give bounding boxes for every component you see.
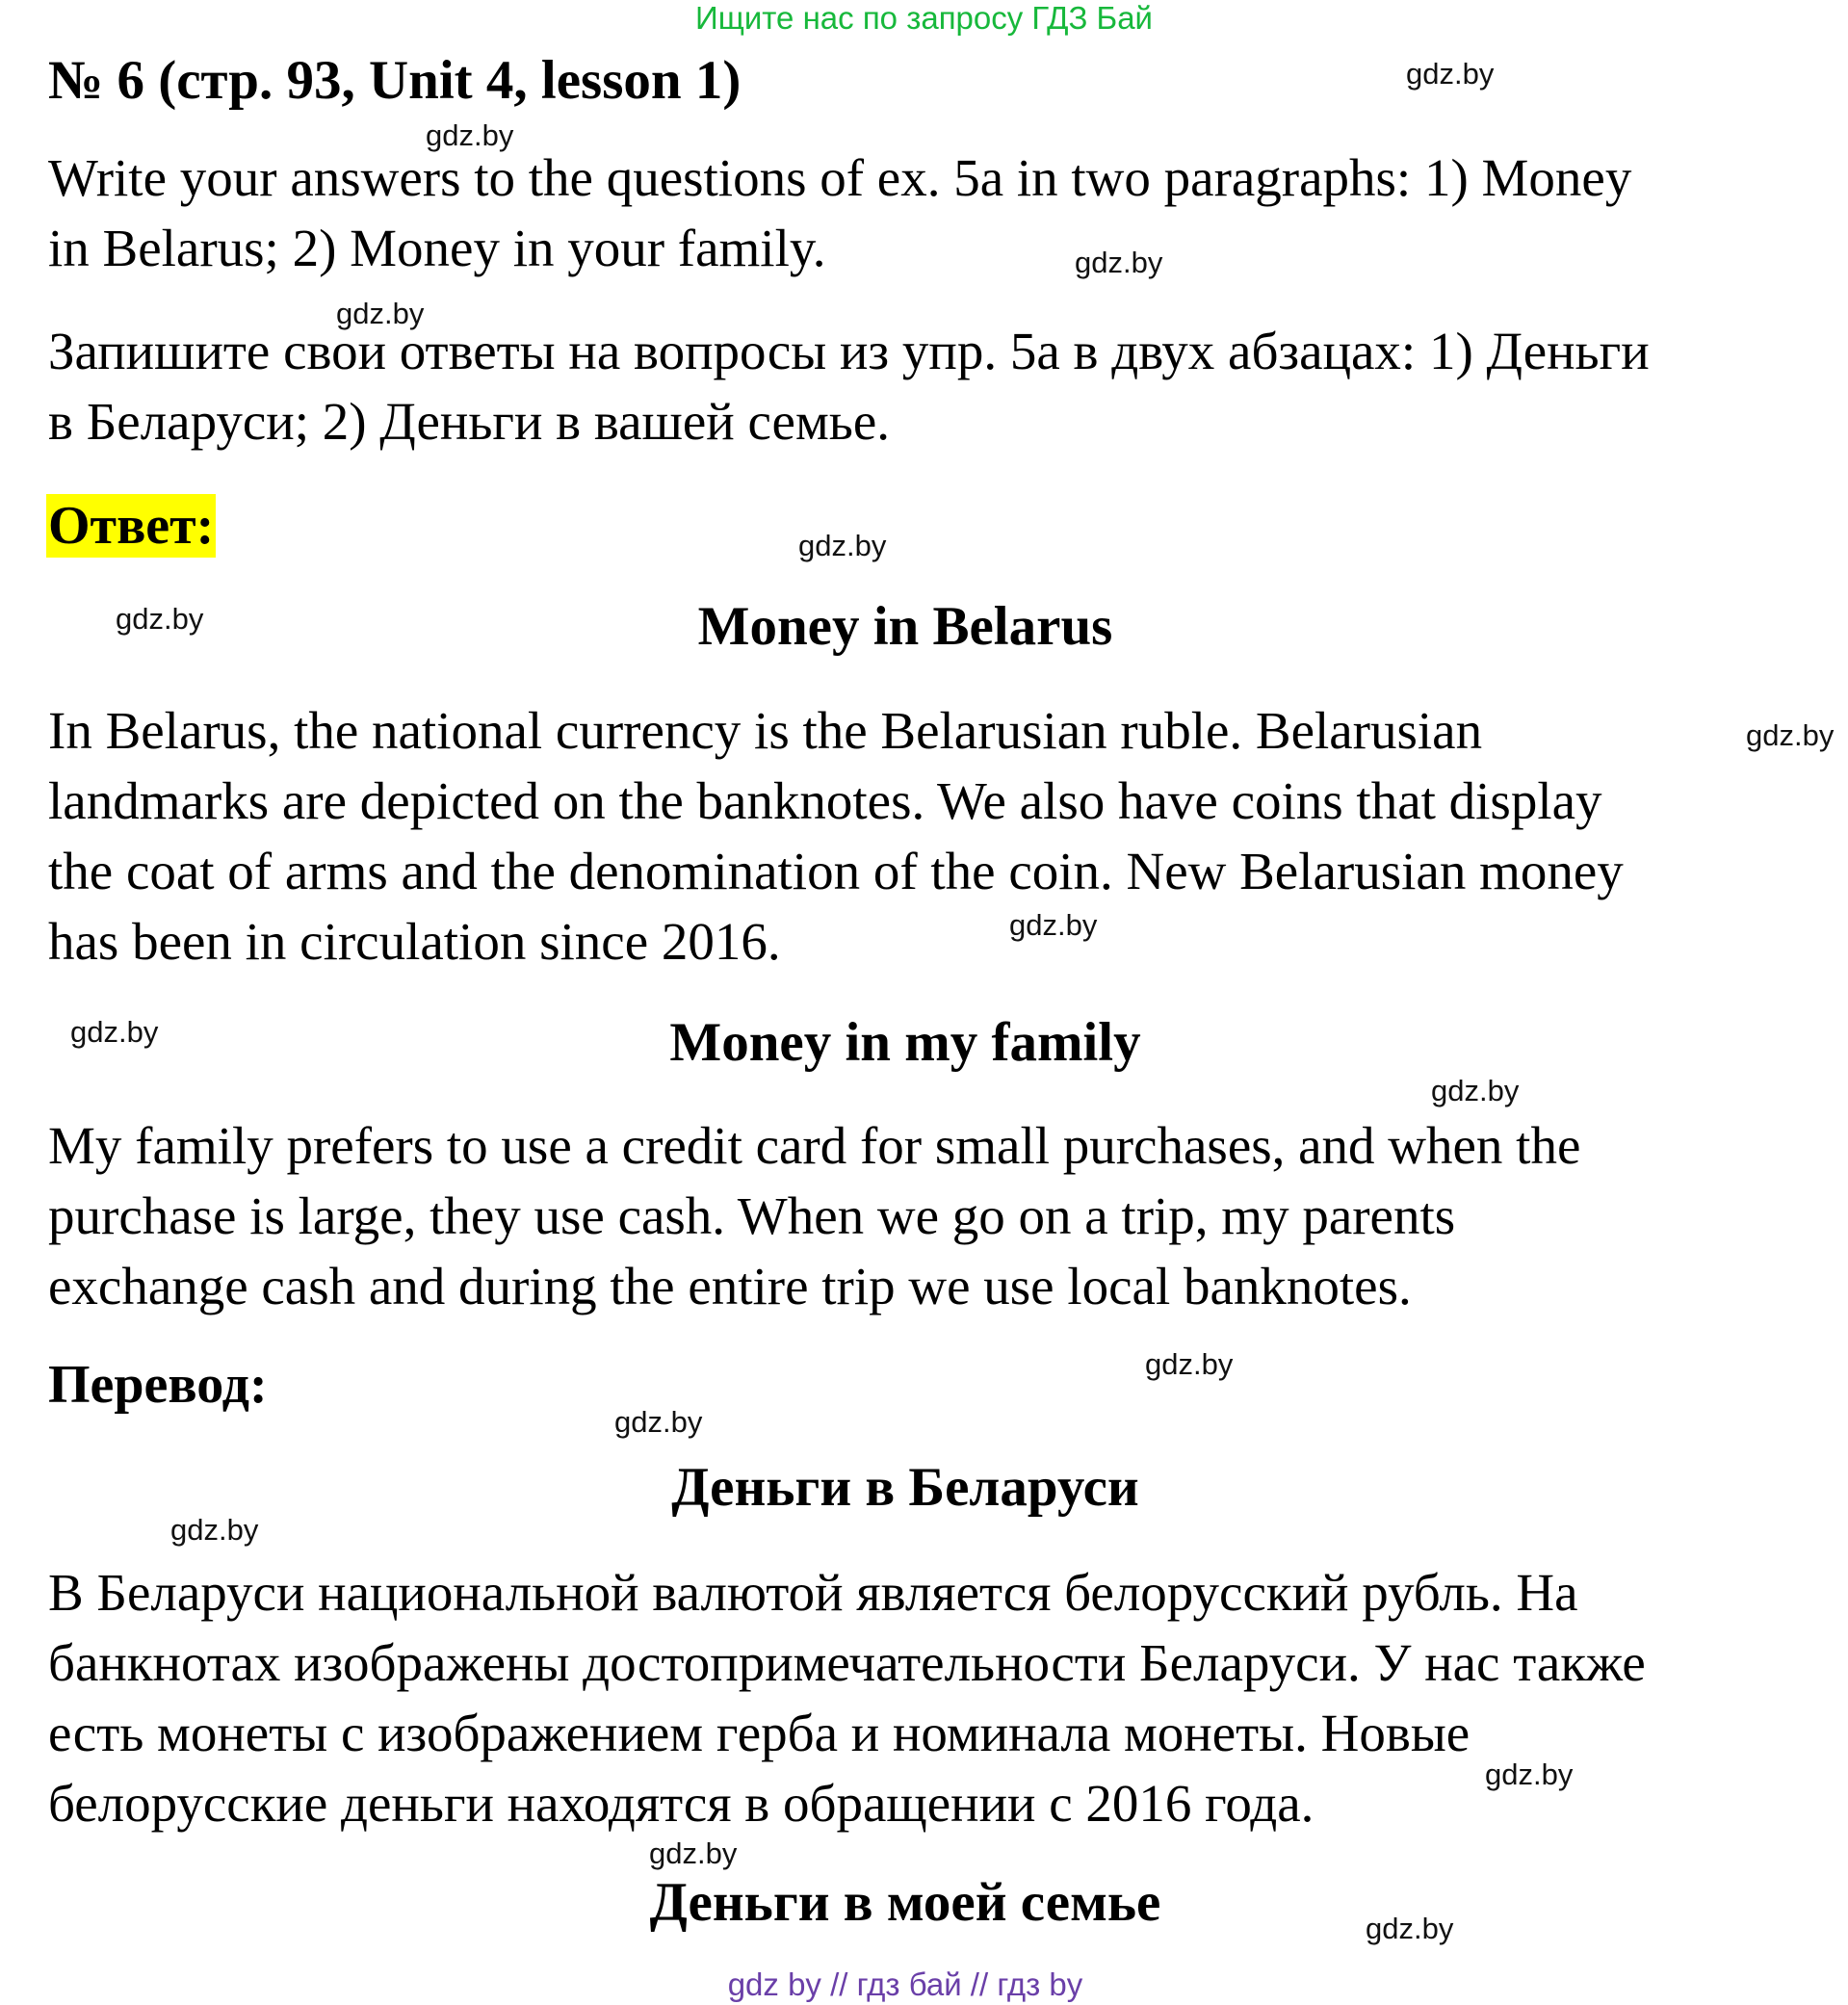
paragraph-line: purchase is large, they use cash. When we go on a trip, my parents: [48, 1186, 1456, 1245]
task-russian-line: в Беларуси; 2) Деньги в вашей семье.: [48, 392, 891, 451]
watermark: gdz.by: [614, 1405, 703, 1439]
answer-label: Ответ:: [48, 496, 215, 556]
translation-paragraph-1: [48, 1557, 1801, 1838]
top-search-banner: Ищите нас по запросу ГДЗ Бай: [695, 0, 1153, 36]
answer-heading-2: Money in my family: [669, 1012, 1141, 1073]
watermark: gdz.by: [426, 118, 514, 152]
watermark: gdz.by: [1431, 1074, 1520, 1107]
watermark: gdz.by: [1009, 908, 1098, 942]
translation-heading-2: Деньги в моей семье: [649, 1872, 1161, 1933]
paragraph-line: the coat of arms and the denomination of the coin. New Belarusian money: [48, 842, 1624, 900]
answer-paragraph-2: [48, 1110, 1801, 1321]
watermark: gdz.by: [1145, 1347, 1234, 1381]
watermark: gdz.by: [1485, 1758, 1574, 1791]
watermark: gdz.by: [116, 602, 204, 636]
paragraph-line: exchange cash and during the entire trip we use local banknotes.: [48, 1257, 1412, 1315]
watermark: gdz.by: [1406, 57, 1495, 91]
paragraph-line: В Беларуси национальной валютой является белорусский рубль. На: [48, 1563, 1578, 1622]
paragraph-line: есть монеты с изображением герба и номинала монеты. Новые: [48, 1704, 1471, 1762]
answer-heading-1: Money in Belarus: [697, 596, 1113, 657]
task-english-line: in Belarus; 2) Money in your family.: [48, 219, 826, 277]
watermark: gdz.by: [649, 1836, 738, 1870]
translation-heading-1: Деньги в Беларуси: [671, 1457, 1139, 1518]
task-english-line: Write your answers to the questions of ex. 5a in two paragraphs: 1) Money: [48, 148, 1632, 207]
task-english: [48, 143, 1801, 283]
paragraph-line: My family prefers to use a credit card for small purchases, and when the: [48, 1116, 1581, 1175]
paragraph-line: белорусские деньги находятся в обращении с 2016 года.: [48, 1774, 1314, 1833]
paragraph-line: landmarks are depicted on the banknotes. We also have coins that display: [48, 771, 1602, 830]
watermark: gdz.by: [1366, 1912, 1454, 1945]
watermark: gdz.by: [336, 297, 425, 330]
watermark: gdz.by: [798, 529, 887, 562]
answer-paragraph-1: [48, 695, 1801, 976]
paragraph-line: In Belarus, the national currency is the Belarusian ruble. Belarusian: [48, 701, 1483, 760]
watermark: gdz.by: [1075, 246, 1163, 279]
watermark: gdz.by: [70, 1015, 159, 1049]
task-russian: [48, 316, 1801, 456]
exercise-title: № 6 (стр. 93, Unit 4, lesson 1): [48, 50, 742, 111]
task-russian-line: Запишите свои ответы на вопросы из упр. 5a в двух абзацах: 1) Деньги: [48, 322, 1650, 380]
watermark: gdz.by: [170, 1513, 259, 1547]
translation-label: Перевод:: [48, 1355, 268, 1415]
bottom-banner: gdz by // гдз бай // гдз by: [727, 1966, 1083, 2002]
paragraph-line: банкнотах изображены достопримечательности Беларуси. У нас также: [48, 1633, 1646, 1692]
paragraph-line: has been in circulation since 2016.: [48, 912, 781, 971]
watermark: gdz.by: [1746, 718, 1835, 752]
